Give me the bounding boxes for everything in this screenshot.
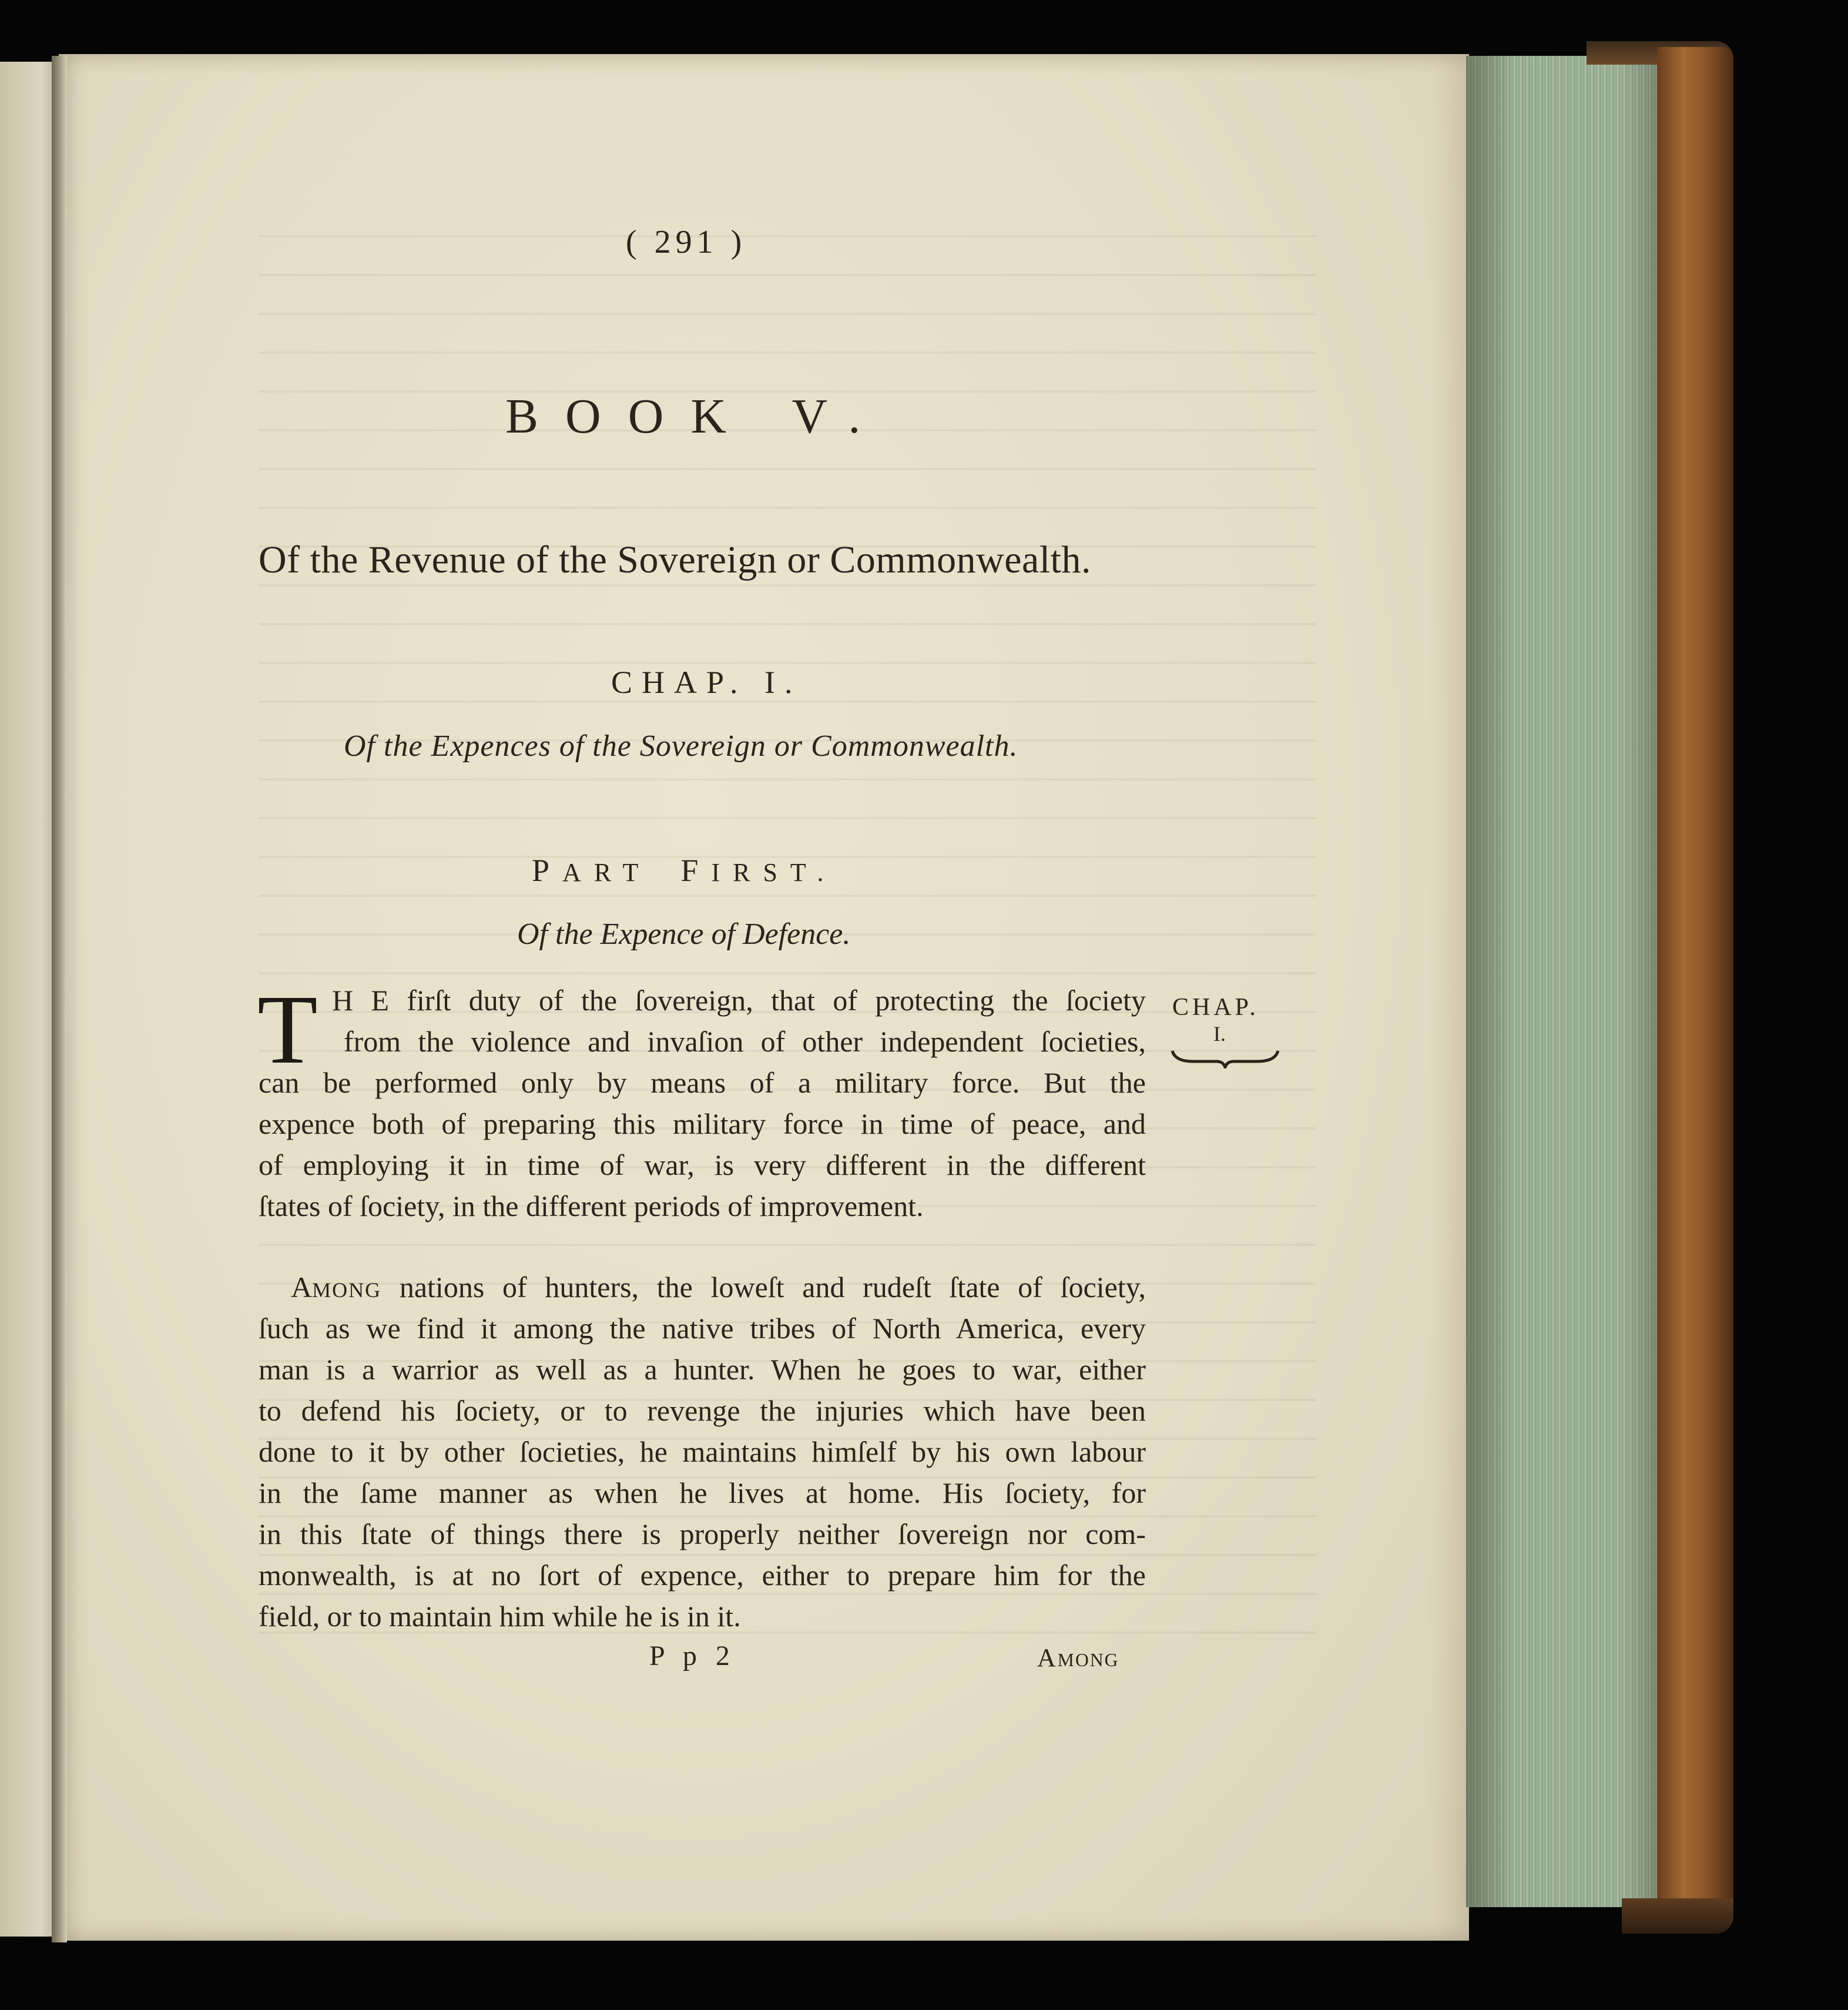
text-line: H E firſt duty of the ſovereign, that of protecting the ſociety [332, 984, 1146, 1017]
text-line: monwealth, is at no ſort of expence, either to prepare him for the [259, 1559, 1146, 1592]
gutter [52, 56, 67, 1942]
text-line: field, or to maintain him while he is in it. [259, 1600, 741, 1633]
part-initial-2: F [680, 853, 712, 888]
book-title: BOOK V. [505, 389, 888, 444]
marginal-chap: CHAP. [1172, 994, 1259, 1021]
part-word-1-rest: ART [562, 858, 652, 887]
page-edges-shade [1466, 56, 1660, 1907]
text-line-rest: nations of hunters, the loweſt and rudeſt ſtate of ſociety, [381, 1271, 1146, 1304]
drop-cap: T [257, 975, 318, 1084]
text-line: in the ſame manner as when he lives at home. His ſociety, for [259, 1476, 1146, 1509]
text-line: in this ſtate of things there is properly neither ſovereign nor com- [259, 1517, 1146, 1550]
text-line: to defend his ſociety, or to revenge the injuries which have been [259, 1394, 1146, 1427]
part-word-2-rest: IRST. [711, 858, 837, 887]
signature-mark: P p 2 [649, 1640, 736, 1671]
text-line: man is a warrior as well as a hunter. When he goes to war, either [259, 1353, 1146, 1386]
text-line [291, 1269, 1146, 1308]
first-word-initial: A [291, 1271, 313, 1304]
text-line: done to it by other ſocieties, he maintains himſelf by his own labour [259, 1435, 1146, 1468]
part-title [532, 852, 837, 889]
text-line: of employing it in time of war, is very different in the different [259, 1148, 1146, 1181]
marginal-number: I. [1213, 1022, 1226, 1046]
text-line: can be performed only by means of a military force. But the [259, 1066, 1146, 1099]
catchword [1037, 1643, 1119, 1673]
catchword-initial: A [1037, 1643, 1058, 1672]
first-word-rest: MONG [312, 1278, 382, 1302]
text-line: from the violence and invaſion of other independent ſocieties, [344, 1025, 1146, 1058]
page-number: ( 291 ) [626, 224, 747, 260]
facing-page-edge [0, 62, 59, 1937]
brace-ornament [1169, 1045, 1281, 1068]
text-line: ſtates of ſociety, in the different periods of improvement. [259, 1190, 924, 1222]
chapter-title: CHAP. I. [611, 665, 802, 700]
text-line: ſuch as we find it among the native tribes of North America, every [259, 1312, 1146, 1345]
book-subtitle: Of the Revenue of the Sovereign or Commonwealth. [259, 538, 1091, 581]
leather-cover [1657, 47, 1733, 1928]
chapter-subtitle: Of the Expences of the Sovereign or Commonwealth. [344, 729, 1018, 763]
cover-bottom [1622, 1898, 1733, 1934]
catchword-rest: MONG [1057, 1650, 1119, 1670]
part-subtitle: Of the Expence of Defence. [517, 917, 851, 951]
text-line: expence both of preparing this military force in time of peace, and [259, 1107, 1146, 1140]
part-initial-1: P [532, 853, 563, 888]
